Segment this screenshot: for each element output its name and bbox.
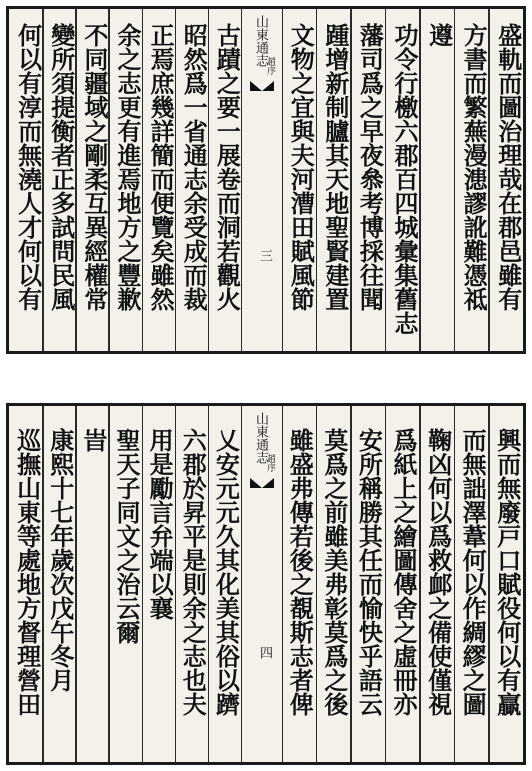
column-rule — [175, 9, 177, 351]
text-column: 巡撫山東等處地方督理營田 — [12, 428, 42, 716]
column-rule — [108, 406, 110, 762]
column-rule — [108, 9, 110, 351]
text-column: 而無詘澤葦何以作綢繆之圖 — [458, 428, 488, 716]
book-title: 山東通志 — [253, 412, 268, 464]
page-gap — [0, 354, 532, 403]
column-rule — [488, 406, 490, 762]
text-column: 正焉庶幾詳簡而便覽矣雖然 — [146, 23, 176, 311]
text-column: 功令行檄六郡百四城彙集舊志 — [390, 23, 419, 335]
page-top — [6, 6, 526, 354]
text-column: 變所須提衡者正多試問民風 — [46, 23, 76, 311]
text-column: 方書而繁蕪漫漶謬訛難憑祗 — [459, 23, 489, 311]
folio-number: 三 — [257, 249, 272, 262]
page-bottom — [6, 403, 526, 765]
text-column: 藩司爲之早夜叅考博採往聞 — [355, 23, 385, 311]
column-rule — [142, 9, 144, 351]
text-column: 莫爲之前雖美弗彰莫爲之後 — [319, 428, 349, 716]
column-rule — [208, 9, 210, 351]
text-column: 六郡於昇平是則余之志也夫 — [178, 428, 208, 716]
fishtail-mark-icon — [250, 81, 274, 91]
column-rule — [350, 406, 352, 762]
text-column: 聖天子同文之治云爾 — [112, 428, 141, 644]
column-rule — [454, 406, 456, 762]
fishtail-mark-icon — [250, 478, 274, 488]
section-title: 趙序 — [265, 57, 275, 75]
text-column: 何以有淳而無澆人才何以有 — [13, 23, 43, 311]
text-column: 古蹟之要一展卷而洞若觀火 — [212, 23, 242, 311]
text-column: 乂安元元久其化美其俗以躋 — [211, 428, 241, 716]
text-column: 盛軌而圖治理哉在郡邑雖有 — [493, 23, 523, 311]
text-column: 康熙十七年歲次戊午冬月 — [45, 428, 75, 692]
text-column: 余之志更有進焉地方之豐歉 — [113, 23, 142, 311]
text-column: 昭然爲一省通志余受成而裁 — [179, 23, 209, 311]
column-rule — [385, 9, 387, 351]
column-rule — [419, 406, 421, 762]
center-fold — [241, 406, 283, 762]
column-rule — [75, 406, 77, 762]
center-fold — [241, 9, 283, 351]
text-column: 不同疆域之剛柔互異經權常 — [79, 23, 109, 311]
column-rule — [316, 406, 318, 762]
column-rule — [142, 406, 144, 762]
column-rule — [385, 406, 387, 762]
text-column: 興而無廢戸口賦役何以有贏 — [492, 428, 522, 716]
folio-number: 四 — [257, 646, 272, 659]
column-rule — [488, 9, 490, 351]
text-column: 用是勵言弁端以襄 — [145, 428, 175, 620]
book-title: 山東通志 — [253, 15, 268, 67]
section-title: 趙序 — [265, 454, 275, 472]
column-rule — [42, 9, 44, 351]
text-column: 鞠凶何以爲救䘏之備使僅視 — [423, 428, 453, 716]
text-column: 安所稱勝其任而愉快乎語云 — [354, 428, 384, 716]
text-column: 雖盛弗傳若後之覩斯志者俾 — [285, 428, 315, 716]
column-rule — [454, 9, 456, 351]
text-column: 文物之宜與夫河漕田賦風節 — [286, 23, 316, 311]
text-column: 旹 — [78, 428, 108, 452]
column-rule — [175, 406, 177, 762]
text-column: 爲紙上之繪圖傳舍之虛冊亦 — [389, 428, 418, 716]
text-column: 踵增新制臚其天地聖賢建置 — [320, 23, 350, 311]
column-rule — [350, 9, 352, 351]
column-rule — [208, 406, 210, 762]
column-rule — [419, 9, 421, 351]
text-column: 遵 — [424, 23, 454, 47]
column-rule — [42, 406, 44, 762]
column-rule — [75, 9, 77, 351]
column-rule — [316, 9, 318, 351]
